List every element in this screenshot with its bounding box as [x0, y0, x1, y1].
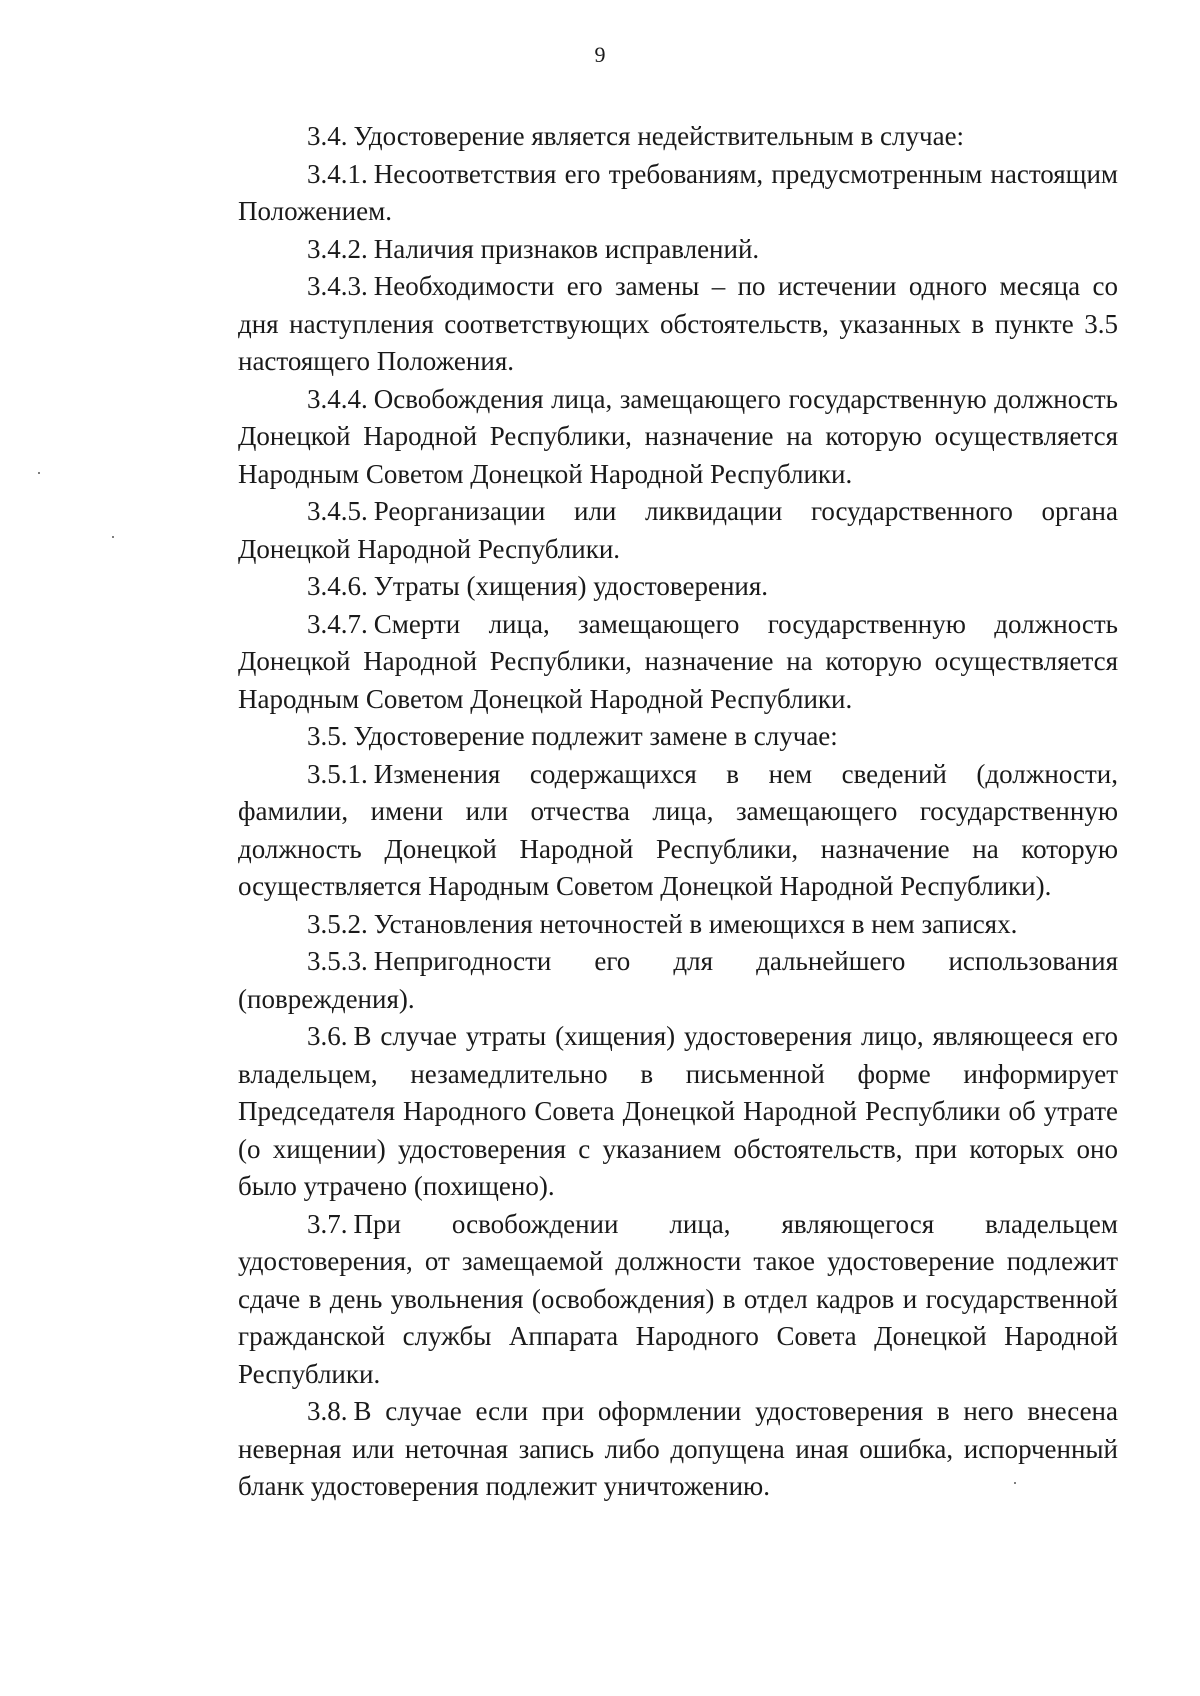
paragraph-text: Наличия признаков исправлений. [373, 233, 760, 264]
item-number: 3.7. [307, 1208, 348, 1239]
paragraph-3-8 [238, 1393, 1118, 1506]
paragraph-text: В случае утраты (хищения) удостоверения лицо, являющееся его владельцем, незамедлительно в письменной форме информирует Председателя Народного Совета Донецкой Народной Республики об утрате (о хищении) удостоверения с указанием обстоятельств, при которых оно было утрачено (похищено). [238, 1021, 1118, 1201]
document-body [238, 118, 1118, 1506]
paragraph-3-5 [238, 718, 1118, 756]
paragraph-3-4-6 [238, 568, 1118, 606]
paragraph-3-5-3 [238, 943, 1118, 1018]
paragraph-text: Непригодности его для дальнейшего использования (повреждения). [238, 946, 1118, 1014]
paragraph-3-4 [238, 118, 1118, 156]
paragraph-text: Реорганизации или ликвидации государственного органа Донецкой Народной Республики. [238, 496, 1118, 564]
paragraph-text: Удостоверение подлежит замене в случае: [353, 721, 838, 751]
item-number: 3.4.6. [307, 571, 368, 601]
paragraph-3-4-2 [238, 231, 1118, 269]
item-number: 3.4.5. [307, 496, 368, 526]
paragraph-text: Смерти лица, замещающего государственную должность Донецкой Народной Республики, назначение на которую осуществляется Народным Советом Донецкой Народной Республики. [238, 608, 1118, 714]
paragraph-3-4-7 [238, 606, 1118, 719]
paragraph-3-7 [238, 1206, 1118, 1394]
item-number: 3.5.1. [307, 758, 368, 789]
paragraph-3-4-5 [238, 493, 1118, 568]
page-number: 9 [594, 42, 606, 67]
paragraph-text: При освобождении лица, являющегося владельцем удостоверения, от замещаемой должности такое удостоверение подлежит сдаче в день увольнения (освобождения) в отдел кадров и государственной гражданской службы Аппарата Народного Совета Донецкой Народной Республики. [238, 1208, 1118, 1389]
paragraph-text: В случае если при оформлении удостоверения в него внесена неверная или неточная запись либо допущена иная ошибка, испорченный бланк удостоверения подлежит уничтожению. [238, 1396, 1118, 1501]
paragraph-text: Установления неточностей в имеющихся в нем записях. [373, 908, 1018, 939]
paragraph-text: Утраты (хищения) удостоверения. [373, 571, 769, 601]
item-number: 3.4.7. [307, 608, 368, 639]
item-number: 3.5. [307, 721, 348, 751]
item-number: 3.4.3. [307, 271, 368, 301]
paragraph-text: Освобождения лица, замещающего государственную должность Донецкой Народной Республики, назначение на которую осуществляется Народным Советом Донецкой Народной Республики. [238, 383, 1118, 489]
item-number: 3.5.3. [307, 946, 368, 976]
paragraph-text: Необходимости его замены – по истечении одного месяца со дня наступления соответствующих обстоятельств, указанных в пункте 3.5 настоящего Положения. [238, 271, 1118, 376]
paragraph-3-5-2 [238, 906, 1118, 944]
scan-speck [38, 472, 40, 474]
paragraph-text: Изменения содержащихся в нем сведений (должности, фамилии, имени или отчества лица, замещающего государственную должность Донецкой Народной Республики, назначение на которую осуществляется Народным Советом Донецкой Народной Республики). [238, 758, 1118, 901]
item-number: 3.5.2. [307, 908, 368, 939]
paragraph-3-5-1 [238, 756, 1118, 906]
scan-speck [112, 536, 114, 538]
paragraph-text: Удостоверение является недействительным в случае: [353, 121, 965, 151]
paragraph-text: Несоответствия его требованиям, предусмотренным настоящим Положением. [238, 158, 1118, 226]
paragraph-3-4-1 [238, 156, 1118, 231]
item-number: 3.4.2. [307, 233, 368, 264]
item-number: 3.4.1. [307, 158, 368, 189]
paragraph-3-4-4 [238, 381, 1118, 494]
paragraph-3-6 [238, 1018, 1118, 1206]
item-number: 3.8. [307, 1396, 348, 1426]
item-number: 3.6. [307, 1021, 348, 1051]
scan-speck [1014, 1482, 1016, 1484]
item-number: 3.4.4. [307, 383, 368, 414]
item-number: 3.4. [307, 121, 348, 151]
paragraph-3-4-3 [238, 268, 1118, 381]
